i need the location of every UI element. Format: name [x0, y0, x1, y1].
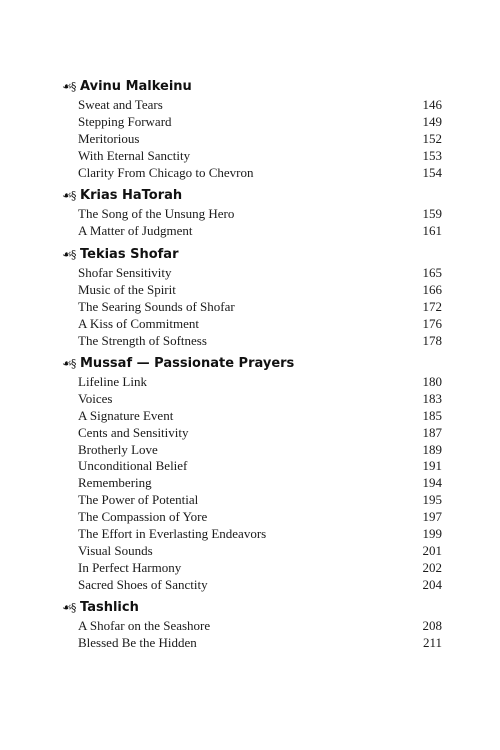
entry-title: The Song of the Unsung Hero — [78, 206, 235, 221]
section-title: Mussaf — Passionate Prayers — [80, 355, 295, 371]
entry-title: With Eternal Sanctity — [78, 147, 191, 163]
section-title: Tashlich — [80, 599, 139, 615]
entry-title: In Perfect Harmony — [78, 559, 182, 575]
entry-title: The Searing Sounds of Shofar — [78, 298, 235, 314]
entry-page-number: 176 — [422, 315, 442, 331]
entry-title: Music of the Spirit — [78, 281, 176, 297]
entry-page-number: 183 — [422, 390, 442, 406]
section-title: Tekias Shofar — [80, 246, 179, 262]
entry-page-number: 172 — [422, 298, 442, 314]
toc-entry — [78, 408, 442, 425]
entry-title: Visual Sounds — [78, 542, 153, 558]
entry-title: Shofar Sensitivity — [78, 265, 172, 280]
entry-title: A Shofar on the Seashore — [78, 618, 211, 633]
entry-page-number: 191 — [422, 458, 442, 474]
toc-entry — [78, 206, 442, 223]
toc-section-tashlich — [62, 598, 442, 652]
entry-title: Stepping Forward — [78, 113, 172, 129]
entry-page-number: 166 — [422, 281, 442, 297]
toc-entry — [78, 543, 442, 560]
entry-list — [78, 618, 442, 652]
toc-entry — [78, 131, 442, 148]
entry-page-number: 187 — [422, 424, 442, 440]
entry-page-number: 165 — [422, 265, 442, 280]
toc-entry — [78, 114, 442, 131]
entry-title: Clarity From Chicago to Chevron — [78, 164, 254, 180]
entry-title: Sweat and Tears — [78, 97, 163, 112]
toc-section-tekias-shofar — [62, 245, 442, 349]
entry-page-number: 153 — [422, 147, 442, 163]
entry-page-number: 201 — [422, 542, 442, 558]
entry-page-number: 178 — [422, 332, 442, 348]
entry-title: The Effort in Everlasting Endeavors — [78, 526, 267, 542]
entry-page-number: 152 — [422, 130, 442, 146]
toc-section-avinu-malkeinu — [62, 77, 442, 181]
toc-entry — [78, 333, 442, 350]
entry-title: A Signature Event — [78, 407, 174, 423]
entry-page-number: 208 — [422, 618, 442, 633]
entry-page-number: 194 — [422, 475, 442, 491]
entry-page-number: 202 — [422, 559, 442, 575]
entry-page-number: 189 — [422, 441, 442, 457]
section-heading — [62, 186, 442, 204]
entry-page-number: 180 — [422, 374, 442, 389]
entry-title: The Compassion of Yore — [78, 509, 208, 525]
toc-entry — [78, 282, 442, 299]
section-title: Avinu Malkeinu — [80, 78, 192, 94]
toc-entry — [78, 391, 442, 408]
entry-list — [78, 265, 442, 349]
toc-entry — [78, 442, 442, 459]
section-heading — [62, 245, 442, 263]
toc-entry — [78, 458, 442, 475]
toc-entry — [78, 577, 442, 594]
section-heading — [62, 354, 442, 372]
ornament-icon: ☙§ — [62, 356, 76, 370]
entry-title: Lifeline Link — [78, 374, 147, 389]
entry-page-number: 146 — [422, 97, 442, 112]
toc-entry — [78, 526, 442, 543]
toc-entry — [78, 97, 442, 114]
entry-title: Cents and Sensitivity — [78, 424, 189, 440]
entry-page-number: 149 — [422, 113, 442, 129]
ornament-icon: ☙§ — [62, 600, 76, 614]
entry-list — [78, 97, 442, 181]
entry-title: Voices — [78, 390, 113, 406]
ornament-icon: ☙§ — [62, 79, 76, 93]
entry-list — [78, 374, 442, 594]
toc-entry — [78, 560, 442, 577]
entry-title: Unconditional Belief — [78, 458, 188, 474]
toc-entry — [78, 509, 442, 526]
entry-page-number: 211 — [422, 634, 442, 650]
toc-entry — [78, 316, 442, 333]
toc-entry — [78, 299, 442, 316]
entry-title: Remembering — [78, 475, 152, 491]
toc-entry — [78, 223, 442, 240]
entry-title: Brotherly Love — [78, 441, 158, 457]
toc-entry — [78, 618, 442, 635]
toc-entry — [78, 148, 442, 165]
entry-title: Sacred Shoes of Sanctity — [78, 576, 208, 592]
toc-entry — [78, 635, 442, 652]
entry-page-number: 154 — [422, 164, 442, 180]
section-title: Krias HaTorah — [80, 187, 183, 203]
toc-entry — [78, 165, 442, 182]
entry-title: The Power of Potential — [78, 492, 199, 508]
entry-list — [78, 206, 442, 240]
entry-title: A Matter of Judgment — [78, 222, 193, 238]
entry-page-number: 161 — [422, 222, 442, 238]
ornament-icon: ☙§ — [62, 247, 76, 261]
entry-page-number: 204 — [422, 576, 442, 592]
entry-page-number: 185 — [422, 407, 442, 423]
ornament-icon: ☙§ — [62, 188, 76, 202]
entry-page-number: 195 — [422, 492, 442, 508]
entry-page-number: 159 — [422, 206, 442, 221]
section-heading — [62, 77, 442, 95]
section-heading — [62, 598, 442, 616]
toc-entry — [78, 475, 442, 492]
entry-title: The Strength of Softness — [78, 332, 207, 348]
toc-entry — [78, 374, 442, 391]
toc-entry — [78, 265, 442, 282]
entry-title: A Kiss of Commitment — [78, 315, 199, 331]
entry-title: Meritorious — [78, 130, 140, 146]
toc-section-krias-hatorah — [62, 186, 442, 240]
toc-entry — [78, 425, 442, 442]
toc-section-mussaf — [62, 354, 442, 594]
toc-entry — [78, 492, 442, 509]
entry-title: Blessed Be the Hidden — [78, 634, 197, 650]
entry-page-number: 199 — [422, 526, 442, 542]
entry-page-number: 197 — [422, 509, 442, 525]
